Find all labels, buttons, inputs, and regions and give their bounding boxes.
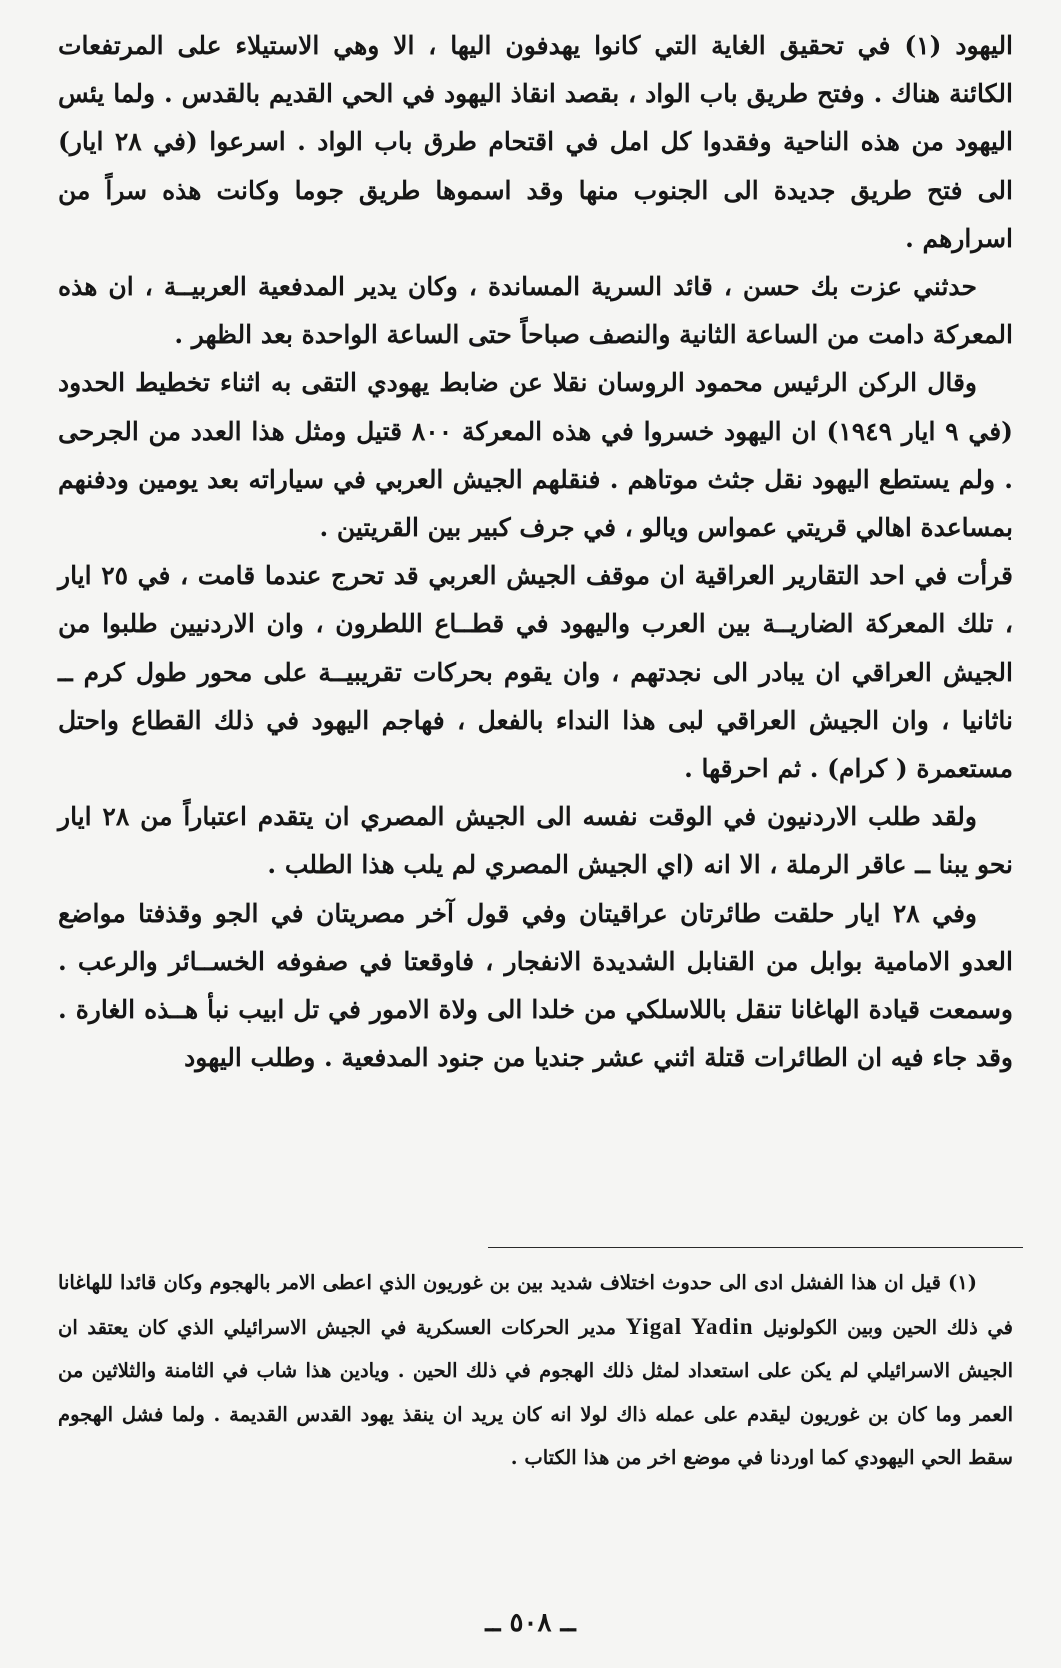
paragraph-3: وقال الركن الرئيس محمود الروسان نقلا عن ضابط يهودي التقى به اثناء تخطيط الحدود (في ٩ ايار ١٩٤٩) ان اليهود خسروا في هذه المعركة ٨٠٠ قتيل ومثل هذا العدد من الجرحى . ولم يستطع اليهود نقل جثث موتاهم . فنقلهم الجيش العربي في سياراته بعد يومين ودفنهم بمساعدة اهالي قريتي عمواس ويالو ، في جرف كبير بين القريتين . (58, 368, 1013, 543)
footnote (58, 1261, 1013, 1480)
footnote-text-start: (١) قيل ان هذا الفشل ادى الى حدوث اختلاف شديد بين بن غوريون الذي اعطى الامر بالهجوم وكان قائدا للهاغانا في ذلك الحين وبين الكولونيل (58, 1271, 1013, 1339)
paragraph-6: وفي ٢٨ ايار حلقت طائرتان عراقيتان وفي قول آخر مصريتان في الجو وقذفتا مواضع العدو الامامية بوابل من القنابل الشديدة الانفجار ، فاوقعتا في صفوفه الخســائر والرعب . وسمعت قيادة الهاغانا تنقل باللاسلكي من خلدا الى ولاة الامور في تل ابيب نبأ هــذه الغارة . وقد جاء فيه ان الطائرات قتلة اثني عشر جنديا من جنود المدفعية . وطلب اليهود (58, 898, 1013, 1073)
body-text (58, 22, 1013, 1082)
paragraph-1: اليهود (١) في تحقيق الغاية التي كانوا يهدفون اليها ، الا وهي الاستيلاء على المرتفعات الكائنة هناك . وفتح طريق باب الواد ، بقصد انقاذ اليهود في الحي القديم بالقدس . ولما يئس اليهود من هذه الناحية وفقدوا كل امل في اقتحام طرق باب الواد . اسرعوا (في ٢٨ ايار) الى فتح طريق جديدة الى الجنوب منها وقد اسموها طريق جوما وكانت هذه سراً من اسرارهم . (58, 31, 1014, 253)
page-number: ــ ٥٠٨ ــ (485, 1608, 576, 1638)
footnote-paragraph (58, 1261, 1013, 1480)
paragraph-4: قرأت في احد التقارير العراقية ان موقف الجيش العربي قد تحرج عندما قامت ، في ٢٥ ايار ، تلك المعركة الضاريــة بين العرب واليهود في قطــاع اللطرون ، وان الاردنيين طلبوا من الجيش العراقي ان يبادر الى نجدتهم ، وان يقوم بحركات تقريبيــة على محور طول كرم ــ ناثانيا ، وان الجيش العراقي لبى هذا النداء بالفعل ، فهاجم اليهود في ذلك القطاع واحتل مستعمرة ( كرام) . ثم احرقها . (58, 561, 1013, 784)
paragraph-2: حدثني عزت بك حسن ، قائد السرية المساندة ، وكان يدير المدفعية العربيــة ، ان هذه المعركة دامت من الساعة الثانية والنصف صباحاً حتى الساعة الواحدة بعد الظهر . (58, 272, 1013, 350)
paragraph-5: ولقد طلب الاردنيون في الوقت نفسه الى الجيش المصري ان يتقدم اعتباراً من ٢٨ ايار نحو يبنا ــ عاقر الرملة ، الا انه (اي الجيش المصري لم يلب هذا الطلب . (58, 802, 1013, 880)
footnote-divider (488, 1247, 1023, 1248)
footnote-text-end: مدير الحركات العسكرية في الجيش الاسرائيلي الذي كان يعتقد ان الجيش الاسرائيلي لم يكن على استعداد لمثل ذلك الهجوم في ذلك الحين . ويادين هذا شاب في الثامنة والثلاثين من العمر وما كان بن غوريون ليقدم على عمله ذاك لولا انه كان يريد ان ينقذ يهود القدس القديمة . ولما فشل الهجوم سقط الحي اليهودي كما اوردنا في موضع اخر من هذا الكتاب . (58, 1315, 1013, 1469)
footnote-latin-name: Yigal Yadin (625, 1313, 754, 1339)
